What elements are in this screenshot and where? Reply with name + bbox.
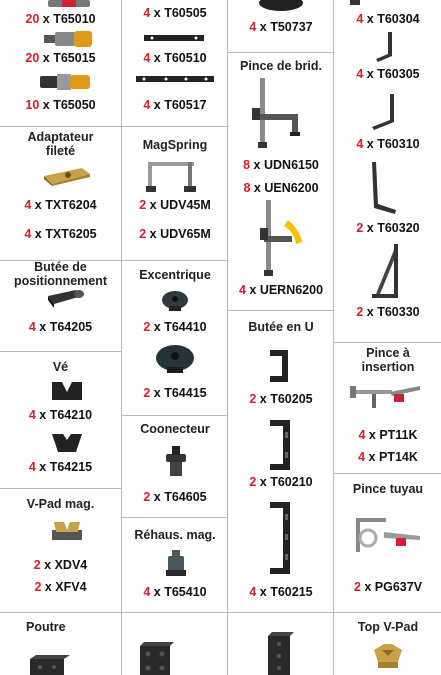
title-pince-tuyau: Pince tuyau (352, 482, 424, 496)
qty-t60304: 4 x T60304 (356, 12, 420, 26)
t50737-image (256, 0, 306, 12)
qty-t60320: 2 x T60320 (356, 221, 420, 235)
qty-t60510: 4 x T60510 (143, 51, 207, 65)
divider (334, 473, 441, 474)
qty-pt11k: 4 x PT11K (358, 428, 418, 442)
pince-uern6200-image (258, 200, 310, 276)
ve-t64210-image (52, 380, 82, 402)
magspring-image (144, 158, 202, 194)
pince-bridage-image (252, 78, 312, 150)
qty-t65410: 4 x T65410 (143, 585, 207, 599)
pince-insertion-image (350, 380, 422, 410)
qty-t60310: 4 x T60310 (356, 137, 420, 151)
butee-u-t60210-image (268, 418, 292, 472)
title-poutre: Poutre (26, 620, 66, 634)
qty-uern6200: 4 x UERN6200 (238, 283, 324, 297)
qty-t50737: 4 x T50737 (249, 20, 313, 34)
butee-positionnement-image (46, 288, 86, 310)
divider (122, 126, 228, 127)
butee-u-t60205-image (268, 348, 290, 384)
pin-t65050-image (40, 73, 92, 91)
title-rehaus-mag: Réhaus. mag. (134, 528, 216, 542)
title-magspring: MagSpring (142, 138, 208, 152)
ve-t64215-image (52, 432, 82, 454)
divider (0, 612, 121, 613)
qty-t60330: 2 x T60330 (356, 305, 420, 319)
title-ve: Vé (52, 360, 69, 374)
qty-t64205: 4 x T64205 (28, 320, 93, 334)
title-vpad-mag: V-Pad mag. (26, 497, 95, 511)
coonecteur-image (164, 446, 188, 478)
column-3 (227, 0, 334, 675)
title-pince-insertion: Pince à insertion (361, 346, 415, 374)
qty-pt14k: 4 x PT14K (358, 450, 418, 464)
qty-t60215: 4 x T60215 (249, 585, 313, 599)
qty-udn6150: 8 x UDN6150 (243, 158, 319, 172)
qty-t64415: 2 x T64415 (143, 386, 207, 400)
equerre-t60330-image (370, 242, 402, 300)
title-adaptateur: Adaptateur fileté (27, 130, 94, 158)
title-coonecteur: Coonecteur (140, 422, 210, 436)
qty-t64410: 2 x T64410 (143, 320, 207, 334)
divider (0, 351, 121, 352)
qty-t60210: 2 x T60210 (249, 475, 313, 489)
qty-t60305: 4 x T60305 (356, 67, 420, 81)
divider (334, 342, 441, 343)
qty-xfv4: 2 x XFV4 (34, 580, 87, 594)
qty-txt6205: 4 x TXT6205 (24, 227, 97, 241)
equerre-t60305-image (374, 30, 396, 64)
column-4 (333, 0, 441, 675)
bar-t60510-image (144, 34, 204, 42)
divider (0, 126, 121, 127)
divider (122, 415, 228, 416)
vpad-mag-image (50, 520, 84, 542)
qty-t65010: 20 x T65010 (25, 12, 96, 26)
pince-tuyau-image (354, 512, 424, 558)
qty-t64210: 4 x T64210 (28, 408, 93, 422)
pin-t65015-image (44, 30, 96, 48)
qty-xdv4: 2 x XDV4 (33, 558, 88, 572)
qty-t60517: 4 x T60517 (143, 98, 207, 112)
divider (228, 310, 334, 311)
column-1 (0, 0, 121, 675)
qty-t64215: 4 x T64215 (28, 460, 93, 474)
rehaus-mag-image (164, 550, 188, 578)
bar-t60517-image (136, 74, 214, 84)
column-2 (121, 0, 228, 675)
divider (228, 612, 334, 613)
excentrique-t64415-image (154, 344, 196, 374)
divider (0, 488, 121, 489)
qty-txt6204: 4 x TXT6204 (24, 198, 97, 212)
qty-udv65m: 2 x UDV65M (139, 227, 211, 241)
equerre-t60320-image (370, 160, 398, 216)
qty-t65050: 10 x T65050 (25, 98, 96, 112)
title-top-vpad: Top V-Pad (357, 620, 419, 634)
equerre-t60304-top-image (346, 0, 366, 8)
title-excentrique: Excentrique (139, 268, 211, 282)
title-butee-positionnement: Butée de positionnement (13, 260, 108, 288)
poutre-image (30, 655, 70, 675)
divider (122, 260, 228, 261)
divider (228, 52, 334, 53)
poutre-tall-image (268, 632, 294, 675)
poutre-block-image (140, 642, 174, 675)
pin-t65010-image (48, 0, 90, 8)
qty-t60205: 2 x T60205 (249, 392, 313, 406)
qty-uen6200: 8 x UEN6200 (243, 181, 319, 195)
excentrique-t64410-image (160, 290, 190, 312)
title-pince-bridage: Pince de brid. (240, 59, 322, 73)
title-butee-en-u: Butée en U (248, 320, 314, 334)
butee-u-t60215-image (268, 500, 292, 576)
divider (334, 612, 441, 613)
qty-t65015: 20 x T65015 (25, 51, 96, 65)
divider (122, 517, 228, 518)
equerre-t60310-image (370, 92, 398, 132)
qty-udv45m: 2 x UDV45M (139, 198, 211, 212)
qty-t60505: 4 x T60505 (143, 6, 207, 20)
top-vpad-image (370, 640, 406, 670)
qty-t64605: 2 x T64605 (143, 490, 207, 504)
adaptateur-image (42, 164, 92, 186)
qty-pg637v: 2 x PG637V (353, 580, 423, 594)
divider (122, 612, 228, 613)
